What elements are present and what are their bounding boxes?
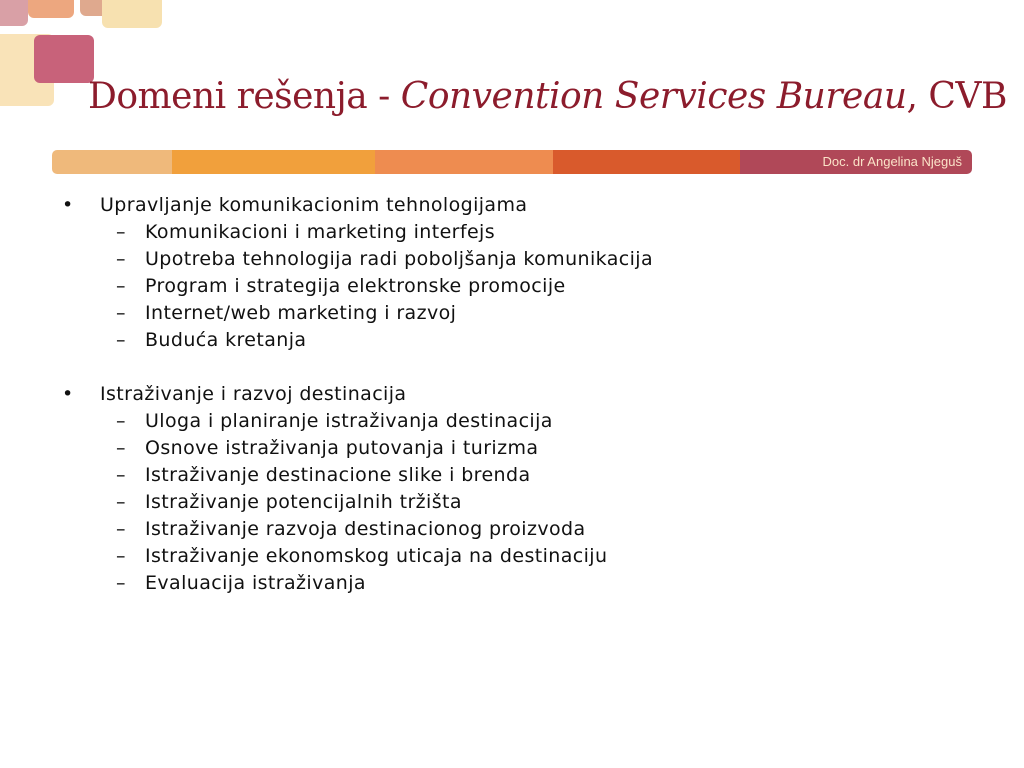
title-italic: Convention Services Bureau: [400, 76, 907, 117]
header-color-bar: [52, 150, 972, 174]
bullet-dot-icon: •: [62, 383, 74, 405]
title-plain: Domeni rešenja -: [88, 76, 401, 117]
dash-icon: –: [116, 248, 126, 270]
decorative-square: [102, 0, 162, 28]
sub-bullet-item: [62, 570, 962, 597]
slide-content: [62, 192, 962, 597]
dash-icon: –: [116, 572, 126, 594]
dash-icon: –: [116, 464, 126, 486]
dash-icon: –: [116, 302, 126, 324]
bullet-item: [62, 192, 962, 219]
sub-bullet-text: Evaluacija istraživanja: [145, 572, 366, 594]
sub-bullet-item: [62, 543, 962, 570]
sub-bullet-item: [62, 516, 962, 543]
decorative-square: [0, 0, 28, 26]
sub-bullet-text: Uloga i planiranje istraživanja destinacija: [145, 410, 553, 432]
dash-icon: –: [116, 491, 126, 513]
sub-bullet-item: [62, 219, 962, 246]
sub-bullet-item: [62, 489, 962, 516]
bar-segment: [553, 150, 740, 174]
sub-bullet-text: Internet/web marketing i razvoj: [145, 302, 457, 324]
decorative-square: [34, 35, 94, 83]
dash-icon: –: [116, 437, 126, 459]
sub-bullet-item: [62, 327, 962, 354]
sub-bullet-item: [62, 462, 962, 489]
bullet-text: Upravljanje komunikacionim tehnologijama: [100, 194, 528, 216]
sub-bullet-text: Komunikacioni i marketing interfejs: [145, 221, 496, 243]
dash-icon: –: [116, 545, 126, 567]
author-label: Doc. dr Angelina Njeguš: [822, 154, 962, 169]
bar-segment: [172, 150, 375, 174]
sub-bullet-text: Istraživanje destinacione slike i brenda: [145, 464, 531, 486]
bar-segment: [52, 150, 172, 174]
bullet-item: [62, 381, 962, 408]
bullet-text: Istraživanje i razvoj destinacija: [100, 383, 407, 405]
sub-bullet-text: Osnove istraživanja putovanja i turizma: [145, 437, 539, 459]
dash-icon: –: [116, 275, 126, 297]
bullet-dot-icon: •: [62, 194, 74, 216]
sub-bullet-item: [62, 246, 962, 273]
sub-bullet-text: Istraživanje potencijalnih tržišta: [145, 491, 462, 513]
sub-bullet-text: Buduća kretanja: [145, 329, 307, 351]
bar-segment: [375, 150, 553, 174]
dash-icon: –: [116, 518, 126, 540]
sub-bullet-text: Istraživanje razvoja destinacionog proizvoda: [145, 518, 586, 540]
title-suffix: , CVB: [906, 76, 1007, 117]
sub-bullet-text: Istraživanje ekonomskog uticaja na destinaciju: [145, 545, 608, 567]
section-spacer: [62, 354, 962, 381]
sub-bullet-text: Program i strategija elektronske promocije: [145, 275, 566, 297]
sub-bullet-item: [62, 408, 962, 435]
decorative-square: [28, 0, 74, 18]
sub-bullet-text: Upotreba tehnologija radi poboljšanja komunikacija: [145, 248, 654, 270]
dash-icon: –: [116, 329, 126, 351]
sub-bullet-item: [62, 300, 962, 327]
dash-icon: –: [116, 410, 126, 432]
sub-bullet-item: [62, 273, 962, 300]
slide-title: [88, 76, 1007, 117]
sub-bullet-item: [62, 435, 962, 462]
dash-icon: –: [116, 221, 126, 243]
